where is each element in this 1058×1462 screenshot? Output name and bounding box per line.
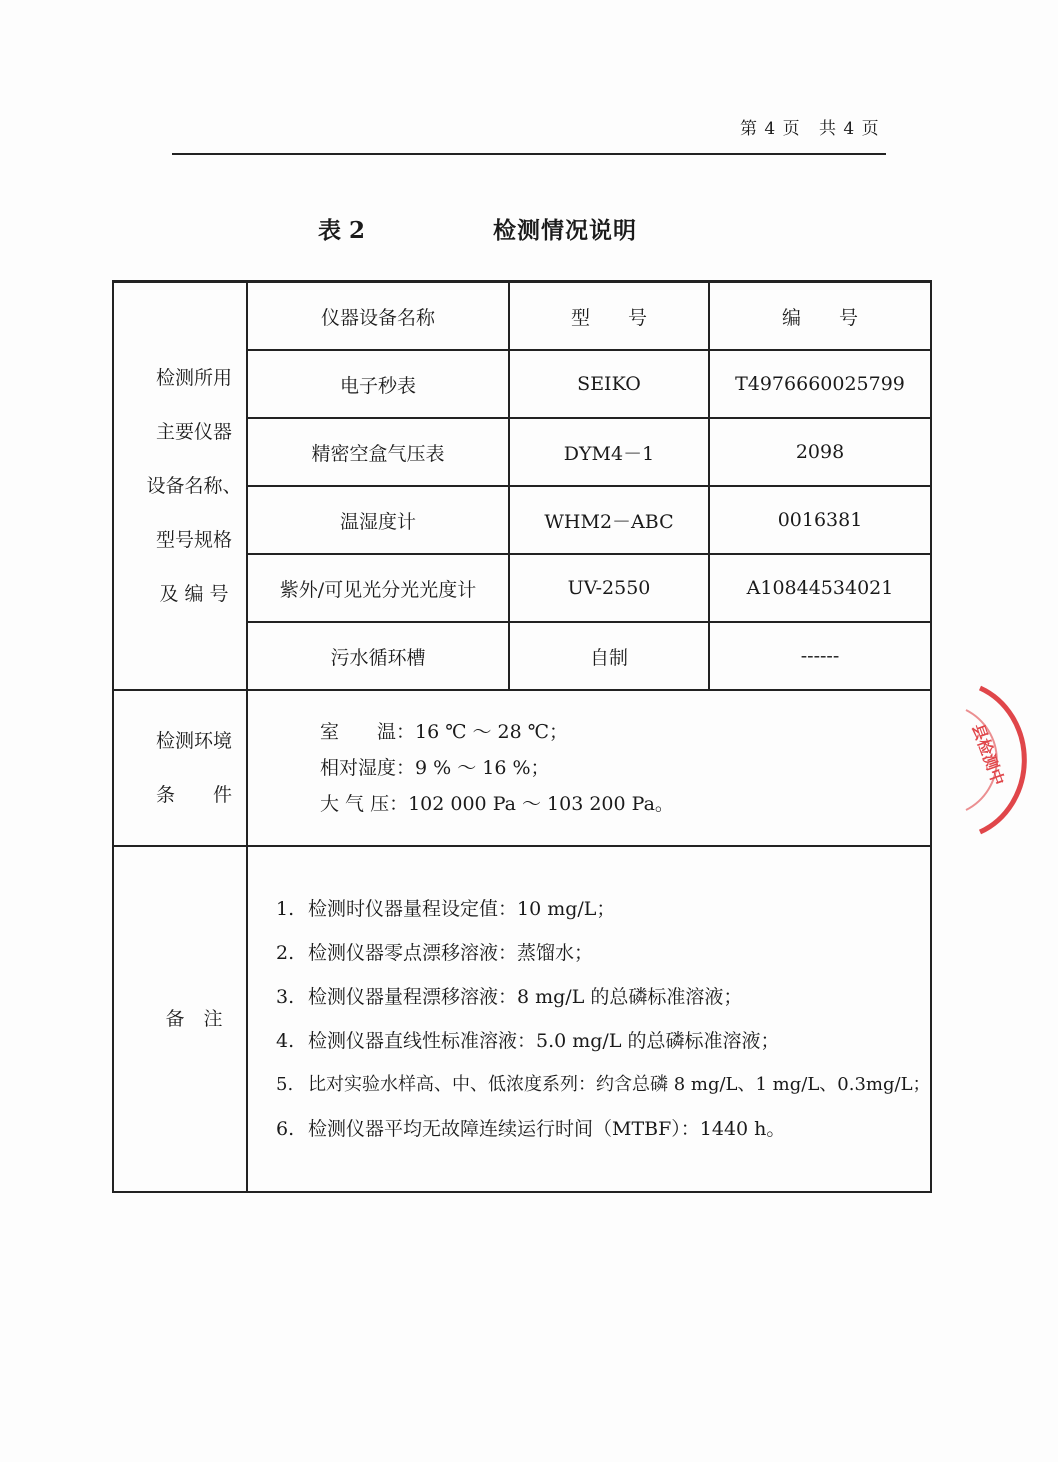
notes-row — [113, 846, 931, 1192]
equipment-model: WHM2－ABC — [509, 486, 709, 554]
environment-row — [113, 690, 931, 846]
label-line: 条 件 — [155, 784, 232, 806]
note-text: 检测仪器平均无故障连续运行时间（MTBF）：1440 h。 — [308, 1118, 786, 1140]
column-header-serial: 编 号 — [709, 282, 931, 351]
equipment-serial: 0016381 — [709, 486, 931, 554]
humidity-line: 相对湿度：9 % ～ 16 %； — [320, 757, 550, 779]
equipment-name: 紫外/可见光分光光度计 — [247, 554, 509, 622]
note-text: 检测仪器零点漂移溶液：蒸馏水； — [308, 942, 594, 964]
notes-section-label: 备 注 — [113, 846, 247, 1192]
label-line: 检测环境 — [155, 730, 232, 752]
equipment-name: 污水循环槽 — [247, 622, 509, 690]
table-title: 检测情况说明 — [493, 217, 637, 244]
label-line: 型号规格 — [155, 529, 232, 551]
label-line: 检测所用 — [155, 367, 232, 389]
note-text: 比对实验水样高、中、低浓度系列：约含总磷 8 mg/L、1 mg/L、0.3mg/L； — [308, 1074, 931, 1095]
label-line: 设备名称、 — [146, 475, 242, 497]
pressure-line: 大 气 压：102 000 Pa ～ 103 200 Pa。 — [320, 793, 674, 815]
equipment-name: 温湿度计 — [247, 486, 509, 554]
official-seal — [960, 680, 1050, 840]
note-number: 4. — [276, 1030, 295, 1052]
page-header — [740, 114, 892, 139]
equipment-model: UV-2550 — [509, 554, 709, 622]
header-rule — [172, 153, 886, 155]
column-header-model: 型 号 — [509, 282, 709, 351]
label-line: 主要仪器 — [155, 421, 232, 443]
note-item — [276, 975, 930, 1019]
note-number: 1. — [276, 898, 295, 920]
note-number: 3. — [276, 986, 295, 1008]
equipment-section-label — [113, 282, 247, 691]
note-item — [276, 1063, 930, 1107]
note-text: 检测时仪器量程设定值：10 mg/L； — [308, 898, 616, 920]
label-line: 及 编 号 — [159, 583, 229, 605]
seal-text: 县检测中 — [968, 721, 1008, 788]
page-total: 共 4 页 — [819, 119, 880, 139]
equipment-name: 电子秒表 — [247, 350, 509, 418]
page-current: 第 4 页 — [740, 119, 801, 139]
equipment-serial: 2098 — [709, 418, 931, 486]
note-item — [276, 887, 930, 931]
equipment-model: 自制 — [509, 622, 709, 690]
temperature-line: 室 温：16 ℃ ～ 28 ℃； — [320, 721, 569, 743]
notes-list — [247, 846, 931, 1192]
note-item — [276, 1107, 930, 1151]
note-number: 6. — [276, 1118, 295, 1140]
note-number: 5. — [276, 1074, 294, 1095]
environment-section-label — [113, 690, 247, 846]
note-text: 检测仪器直线性标准溶液：5.0 mg/L 的总磷标准溶液； — [308, 1030, 780, 1052]
note-item — [276, 1019, 930, 1063]
environment-conditions — [247, 690, 931, 846]
note-item — [276, 931, 930, 975]
equipment-header-row — [113, 282, 931, 351]
equipment-serial: ------ — [709, 622, 931, 690]
equipment-serial: T4976660025799 — [709, 350, 931, 418]
table-number: 表 2 — [318, 217, 366, 244]
equipment-model: DYM4－1 — [509, 418, 709, 486]
note-text: 检测仪器量程漂移溶液：8 mg/L 的总磷标准溶液； — [308, 986, 743, 1008]
equipment-name: 精密空盒气压表 — [247, 418, 509, 486]
column-header-name: 仪器设备名称 — [247, 282, 509, 351]
equipment-model: SEIKO — [509, 350, 709, 418]
equipment-serial: A10844534021 — [709, 554, 931, 622]
inspection-table — [112, 280, 932, 1193]
note-number: 2. — [276, 942, 295, 964]
